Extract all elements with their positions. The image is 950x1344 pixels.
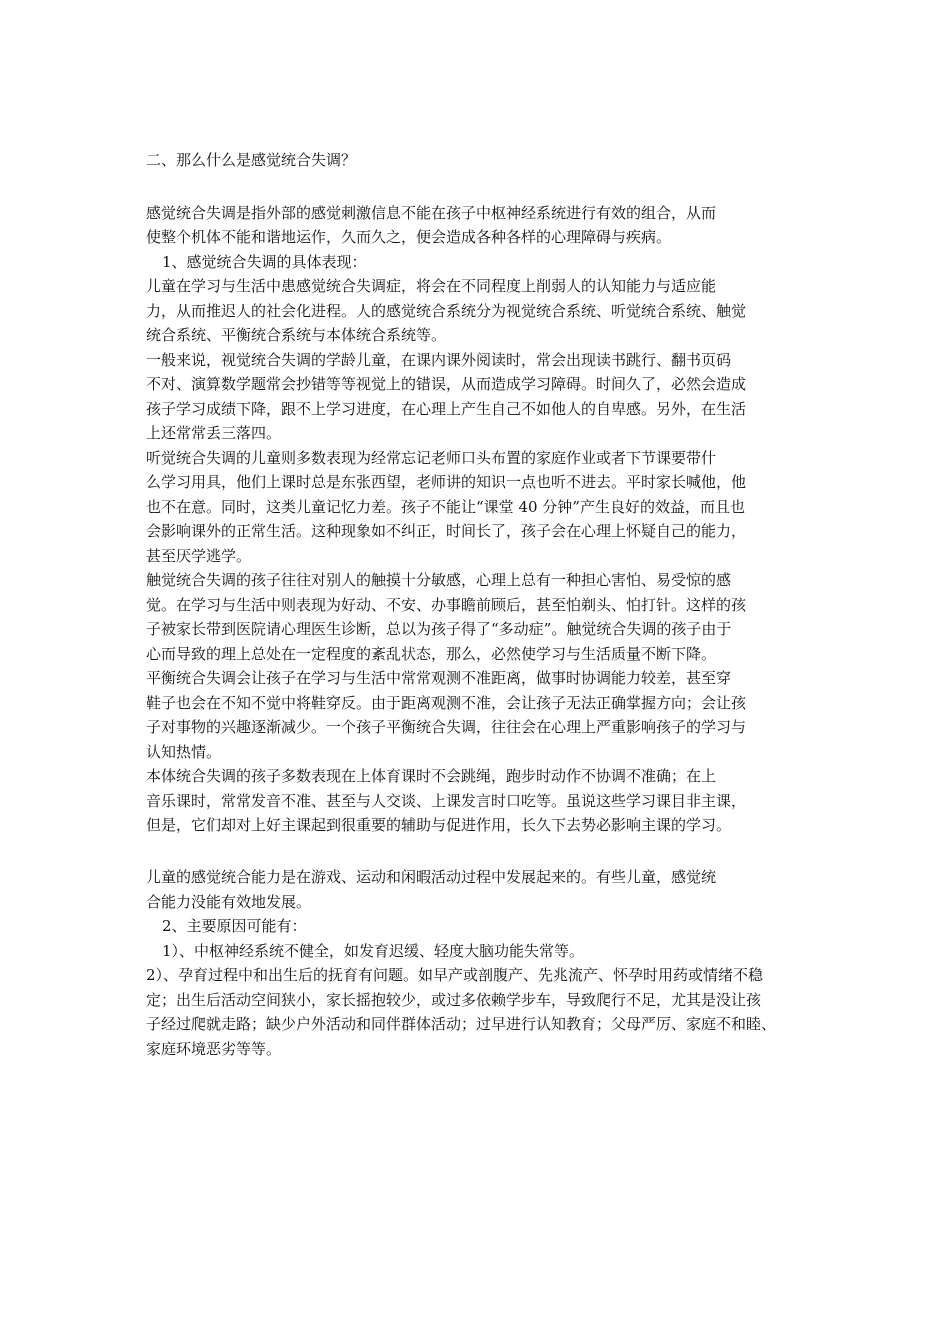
text-line: 音乐课时，常常发音不准、甚至与人交谈、上课发言时口吃等。虽说这些学习课目非主课， [146,792,747,810]
text-line: 子被家长带到医院请心理医生诊断，总以为孩子得了“多动症”。触觉统合失调的孩子由于 [146,620,732,638]
text-line: 甚至厌学逃学。 [146,547,252,565]
text-line: 也不在意。同时，这类儿童记忆力差。孩子不能让“课堂 40 分钟”产生良好的效益，而且也 [146,498,745,516]
subheading: 1、感觉统合失调的具体表现： [162,253,367,271]
subheading: 2、主要原因可能有： [162,917,307,935]
text-line: 认知热情。 [146,743,222,761]
text-line: 合能力没能有效地发展。 [146,893,312,911]
text-line: 子对事物的兴趣逐渐减少。一个孩子平衡统合失调，往往会在心理上严重影响孩子的学习与 [146,718,747,736]
text-line: 觉。在学习与生活中则表现为好动、不安、办事瞻前顾后，甚至怕剃头、怕打针。这样的孩 [146,596,747,614]
text-line: 触觉统合失调的孩子往往对别人的触摸十分敏感，心理上总有一种担心害怕、易受惊的感 [146,571,732,589]
text-line: 统合系统、平衡统合系统与本体统合系统等。 [146,326,447,344]
section-heading: 二、那么什么是感觉统合失调？ [146,151,357,169]
text-line: 但是，它们却对上好主课起到很重要的辅助与促进作用，长久下去势必影响主课的学习。 [146,816,732,834]
text-line: 感觉统合失调是指外部的感觉刺激信息不能在孩子中枢神经系统进行有效的组合，从而 [146,204,717,222]
text-line: 家庭环境恶劣等等。 [146,1040,282,1058]
text-line: 子经过爬就走路；缺少户外活动和同伴群体活动；过早进行认知教育；父母严厉、家庭不和睦、 [146,1015,777,1033]
text-line: 一般来说，视觉统合失调的学龄儿童，在课内课外阅读时，常会出现读书跳行、翻书页码 [146,351,732,369]
list-item: 1）、中枢神经系统不健全，如发育迟缓、轻度大脑功能失常等。 [162,942,585,960]
text-line: 会影响课外的正常生活。这种现象如不纠正，时间长了，孩子会在心理上怀疑自己的能力， [146,522,747,540]
text-line: 本体统合失调的孩子多数表现在上体育课时不会跳绳，跑步时动作不协调不准确；在上 [146,767,717,785]
text-line: 不对、演算数学题常会抄错等等视觉上的错误，从而造成学习障碍。时间久了，必然会造成 [146,375,747,393]
text-line: 儿童在学习与生活中患感觉统合失调症，将会在不同程度上削弱人的认知能力与适应能 [146,277,717,295]
text-line: 使整个机体不能和谐地运作，久而久之，便会造成各种各样的心理障碍与疾病。 [146,228,672,246]
text-line: 心而导致的理上总处在一定程度的紊乱状态，那么，必然使学习与生活质量不断下降。 [146,645,717,663]
text-line: 听觉统合失调的儿童则多数表现为经常忘记老师口头布置的家庭作业或者下节课要带什 [146,449,717,467]
text-line: 定；出生后活动空间狭小，家长摇抱较少，或过多依赖学步车，导致爬行不足，尤其是没让孩 [146,991,762,1009]
text-line: 儿童的感觉统合能力是在游戏、运动和闲暇活动过程中发展起来的。有些儿童，感觉统 [146,868,717,886]
list-item: 2）、孕育过程中和出生后的抚育有问题。如早产或剖腹产、先兆流产、怀孕时用药或情绪不稳 [146,966,764,984]
text-line: 力，从而推迟人的社会化进程。人的感觉统合系统分为视觉统合系统、听觉统合系统、触觉 [146,302,747,320]
text-line: 上还常常丢三落四。 [146,424,282,442]
text-line: 么学习用具，他们上课时总是东张西望，老师讲的知识一点也听不进去。平时家长喊他，他 [146,473,747,491]
text-line: 鞋子也会在不知不觉中将鞋穿反。由于距离观测不准，会让孩子无法正确掌握方向；会让孩 [146,694,747,712]
text-line: 平衡统合失调会让孩子在学习与生活中常常观测不准距离，做事时协调能力较差，甚至穿 [146,669,732,687]
text-line: 孩子学习成绩下降，跟不上学习进度，在心理上产生自己不如他人的自卑感。另外，在生活 [146,400,747,418]
